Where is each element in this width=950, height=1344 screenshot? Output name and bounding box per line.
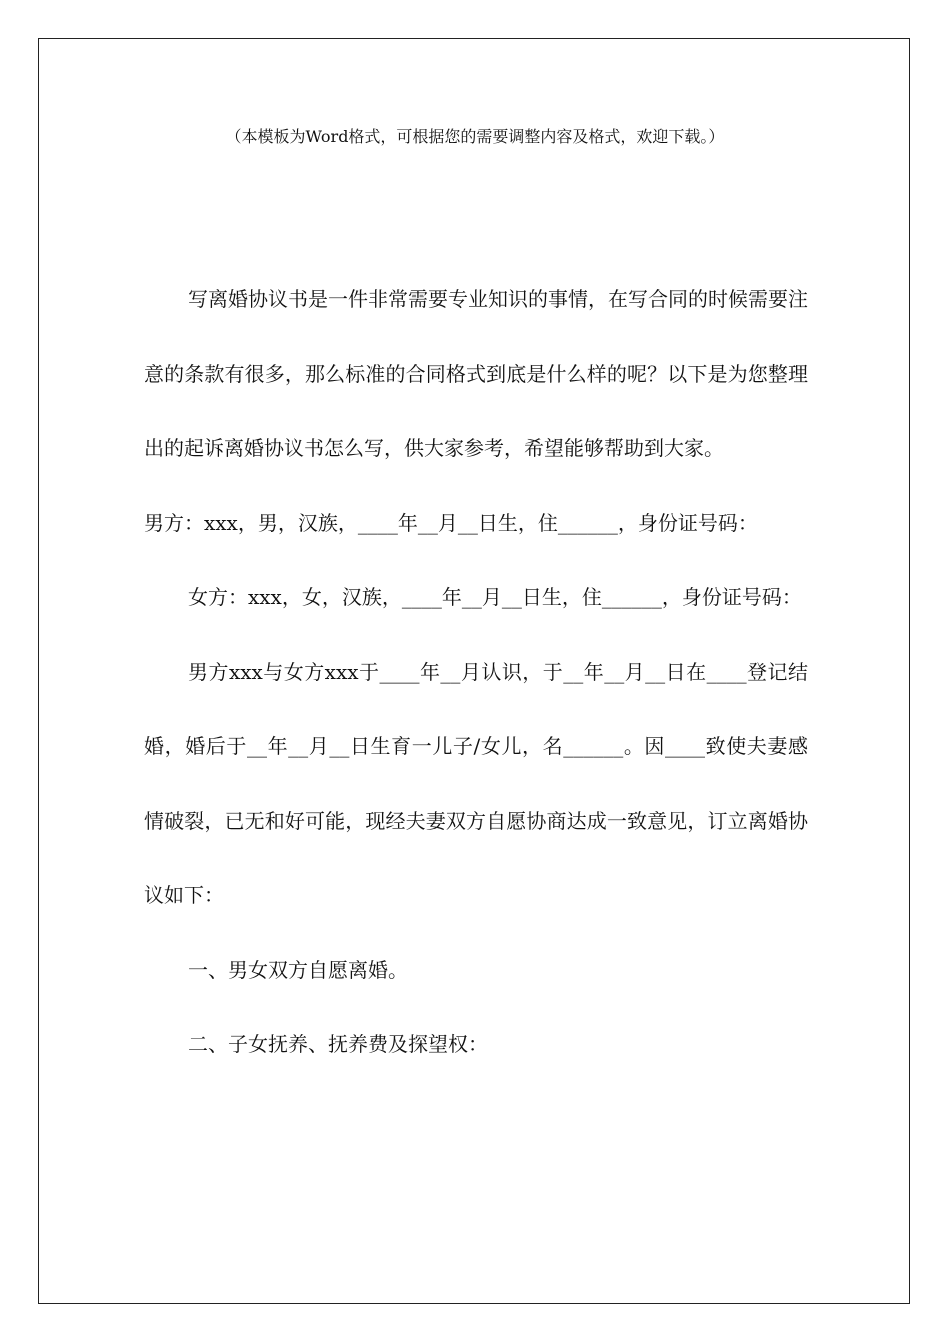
- marriage-paragraph: 男方xxx与女方xxx于____年__月认识，于__年__月__日在____登记结婚，婚后于__年__月__日生育一儿子/女儿，名______。因____致使夫妻感情破裂，已无和好可能，现经夫妻双方自愿协商达成一致意见，订立离婚协议如下：: [144, 659, 808, 907]
- wife-info-paragraph: 女方：xxx，女，汉族，____年__月__日生，住______，身份证号码：: [188, 585, 802, 609]
- document-body: [144, 262, 808, 1082]
- template-note: （本模板为Word格式，可根据您的需要调整内容及格式，欢迎下载。）: [225, 127, 725, 146]
- intro-paragraph: 写离婚协议书是一件非常需要专业知识的事情，在写合同的时候需要注意的条款有很多，那么标准的合同格式到底是什么样的呢？以下是为您整理出的起诉离婚协议书怎么写，供大家参考，希望能够帮助到大家。: [144, 287, 808, 460]
- clause-2: 二、子女抚养、抚养费及探望权：: [188, 1032, 488, 1056]
- husband-info-paragraph: 男方：xxx，男，汉族，____年__月__日生，住______，身份证号码：: [144, 510, 758, 535]
- clause-1: 一、男女双方自愿离婚。: [188, 957, 408, 982]
